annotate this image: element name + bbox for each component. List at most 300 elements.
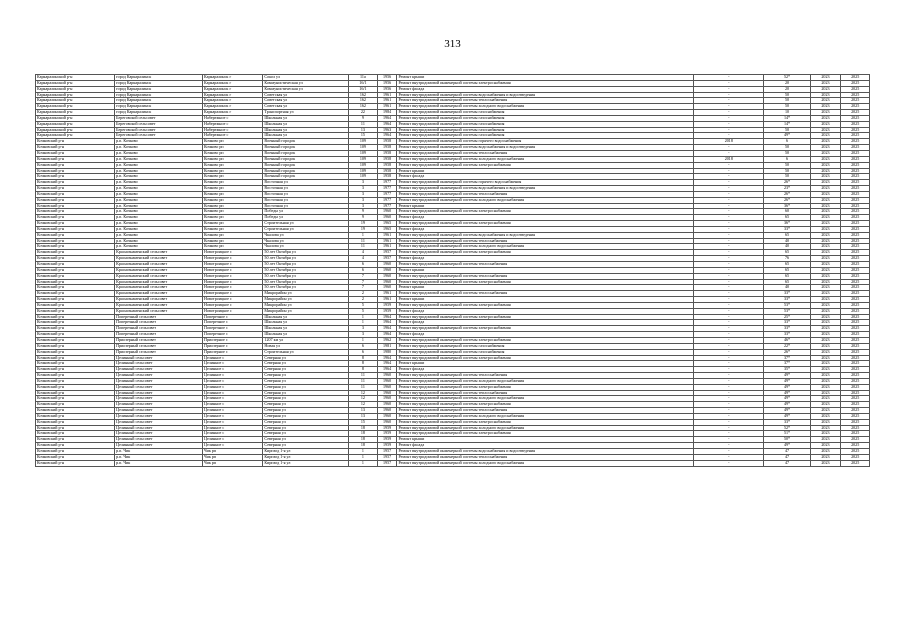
cell-completed-year: - bbox=[694, 238, 764, 244]
cell-cost: 33* bbox=[764, 320, 810, 326]
cell-house: 11 bbox=[349, 373, 378, 379]
cell-year: 1960 bbox=[377, 390, 397, 396]
cell-end-year: 2025 bbox=[841, 250, 870, 256]
cell-settlement: Целинный сельсовет bbox=[115, 367, 203, 373]
cell-locality: Новотроицкое с bbox=[203, 291, 263, 297]
table-body bbox=[36, 75, 870, 467]
cell-locality: Кочково рп bbox=[203, 232, 263, 238]
cell-house: 109 bbox=[349, 162, 378, 168]
cell-settlement: Краснознаменский сельсовет bbox=[115, 273, 203, 279]
cell-end-year: 2025 bbox=[841, 150, 870, 156]
cell-locality: Кочково рп bbox=[203, 150, 263, 156]
cell-locality: Кочково рп bbox=[203, 145, 263, 151]
cell-settlement: Целинный сельсовет bbox=[115, 384, 203, 390]
cell-district: Кочковский р-н bbox=[36, 402, 115, 408]
cell-settlement: Целинный сельсовет bbox=[115, 425, 203, 431]
cell-street: Военный городок bbox=[263, 150, 349, 156]
cell-cost: 23* bbox=[764, 186, 810, 192]
cell-locality: Кочково рп bbox=[203, 221, 263, 227]
cell-street: Военный городок bbox=[263, 156, 349, 162]
cell-end-year: 2025 bbox=[841, 256, 870, 262]
cell-start-year: 2023 bbox=[810, 215, 841, 221]
cell-street: Кирпзод 1-я ул bbox=[263, 460, 349, 466]
cell-district: Кочковский р-н bbox=[36, 449, 115, 455]
cell-year: 1964 bbox=[377, 314, 397, 320]
cell-work-type: Ремонт фасада bbox=[397, 86, 694, 92]
cell-district: Каркаралинский р-н bbox=[36, 127, 115, 133]
cell-street: Микрорайон ул bbox=[263, 302, 349, 308]
cell-start-year: 2023 bbox=[810, 367, 841, 373]
cell-street: Северная ул bbox=[263, 402, 349, 408]
cell-completed-year: - bbox=[694, 337, 764, 343]
cell-house: 15 bbox=[349, 133, 378, 139]
cell-street: Коммунистическая ул bbox=[263, 80, 349, 86]
cell-year: 1965 bbox=[377, 226, 397, 232]
cell-district: Кочковский р-н bbox=[36, 343, 115, 349]
cell-house: 18 bbox=[349, 431, 378, 437]
cell-end-year: 2025 bbox=[841, 302, 870, 308]
cell-house: 109 bbox=[349, 145, 378, 151]
cell-completed-year: - bbox=[694, 186, 764, 192]
cell-start-year: 2023 bbox=[810, 437, 841, 443]
cell-year: 1984 bbox=[377, 110, 397, 116]
cell-completed-year: - bbox=[694, 332, 764, 338]
cell-district: Кочковский р-н bbox=[36, 373, 115, 379]
cell-start-year: 2023 bbox=[810, 361, 841, 367]
cell-cost: 40 bbox=[764, 285, 810, 291]
cell-cost: 14* bbox=[764, 115, 810, 121]
cell-settlement: Целинный сельсовет bbox=[115, 378, 203, 384]
cell-completed-year: - bbox=[694, 367, 764, 373]
cell-district: Кочковский р-н bbox=[36, 419, 115, 425]
cell-year: 1960 bbox=[377, 384, 397, 390]
cell-locality: Новотроицкое с bbox=[203, 279, 263, 285]
cell-year: 1957 bbox=[377, 449, 397, 455]
cell-start-year: 2023 bbox=[810, 408, 841, 414]
cell-year: 1964 bbox=[377, 320, 397, 326]
cell-street: 50 лет Октября ул bbox=[263, 279, 349, 285]
cell-end-year: 2025 bbox=[841, 209, 870, 215]
cell-start-year: 2023 bbox=[810, 150, 841, 156]
cell-completed-year: - bbox=[694, 408, 764, 414]
cell-settlement: Краснознаменский сельсовет bbox=[115, 262, 203, 268]
cell-completed-year: - bbox=[694, 449, 764, 455]
cell-completed-year: - bbox=[694, 302, 764, 308]
cell-end-year: 2025 bbox=[841, 174, 870, 180]
cell-start-year: 2023 bbox=[810, 332, 841, 338]
cell-house: 11 bbox=[349, 384, 378, 390]
cell-house: 16/1 bbox=[349, 86, 378, 92]
cell-district: Кочковский р-н bbox=[36, 279, 115, 285]
cell-district: Кочковский р-н bbox=[36, 314, 115, 320]
cell-work-type: Ремонт внутридомовой инженерной системы холодного водоснабжения bbox=[397, 156, 694, 162]
cell-work-type: Ремонт внутридомовой инженерной системы газоснабжения bbox=[397, 121, 694, 127]
cell-district: Кочковский р-н bbox=[36, 226, 115, 232]
cell-year: 1965 bbox=[377, 221, 397, 227]
cell-work-type: Ремонт внутридомовой инженерной системы электроснабжения bbox=[397, 209, 694, 215]
cell-cost: 50 bbox=[764, 168, 810, 174]
cell-settlement: Целинный сельсовет bbox=[115, 396, 203, 402]
cell-year: 1961 bbox=[377, 238, 397, 244]
cell-end-year: 2025 bbox=[841, 133, 870, 139]
cell-year: 1958 bbox=[377, 162, 397, 168]
cell-work-type: Ремонт внутридомовой инженерной системы водоснабжения и водоотведения bbox=[397, 92, 694, 98]
cell-completed-year: - bbox=[694, 250, 764, 256]
cell-cost: 26* bbox=[764, 191, 810, 197]
cell-settlement: Целинный сельсовет bbox=[115, 413, 203, 419]
cell-house: 162 bbox=[349, 92, 378, 98]
cell-cost: 49* bbox=[764, 384, 810, 390]
cell-start-year: 2023 bbox=[810, 355, 841, 361]
cell-district: Каркаралинский р-н bbox=[36, 98, 115, 104]
cell-year: 1958 bbox=[377, 139, 397, 145]
cell-start-year: 2023 bbox=[810, 454, 841, 460]
cell-start-year: 2023 bbox=[810, 449, 841, 455]
cell-cost: 10 bbox=[764, 110, 810, 116]
cell-street: Школьная ул bbox=[263, 115, 349, 121]
cell-cost: 50 bbox=[764, 92, 810, 98]
cell-cost: 52* bbox=[764, 75, 810, 81]
cell-work-type: Ремонт внутридомовой инженерной системы теплоснабжения bbox=[397, 262, 694, 268]
cell-end-year: 2025 bbox=[841, 145, 870, 151]
cell-end-year: 2025 bbox=[841, 419, 870, 425]
cell-completed-year: - bbox=[694, 75, 764, 81]
cell-work-type: Ремонт внутридомовой инженерной системы электроснабжения bbox=[397, 402, 694, 408]
cell-year: 1960 bbox=[377, 408, 397, 414]
cell-street: Транспортная ул bbox=[263, 110, 349, 116]
cell-start-year: 2023 bbox=[810, 98, 841, 104]
cell-end-year: 2025 bbox=[841, 314, 870, 320]
cell-work-type: Ремонт внутридомовой инженерной системы газоснабжения bbox=[397, 115, 694, 121]
cell-settlement: Поперечный сельсовет bbox=[115, 332, 203, 338]
cell-work-type: Ремонт внутридомовой инженерной системы газоснабжения bbox=[397, 127, 694, 133]
cell-settlement: Поперечный сельсовет bbox=[115, 320, 203, 326]
cell-completed-year: - bbox=[694, 373, 764, 379]
cell-cost: 37* bbox=[764, 355, 810, 361]
cell-district: Кочковский р-н bbox=[36, 273, 115, 279]
cell-locality: Чик рп bbox=[203, 460, 263, 466]
cell-house: 7 bbox=[349, 273, 378, 279]
cell-completed-year: - bbox=[694, 162, 764, 168]
cell-locality: Кочково рп bbox=[203, 244, 263, 250]
cell-locality: Каркаралинск г bbox=[203, 92, 263, 98]
cell-street: 1207 км ул bbox=[263, 337, 349, 343]
cell-settlement: р.п. Кочково bbox=[115, 221, 203, 227]
cell-locality: Кочково рп bbox=[203, 168, 263, 174]
cell-district: Кочковский р-н bbox=[36, 250, 115, 256]
cell-cost: 6 bbox=[764, 139, 810, 145]
cell-street: 50 лет Октября ул bbox=[263, 273, 349, 279]
cell-street: Северная ул bbox=[263, 443, 349, 449]
cell-year: 1960 bbox=[377, 373, 397, 379]
cell-completed-year: - bbox=[694, 232, 764, 238]
cell-locality: Целинное с bbox=[203, 378, 263, 384]
cell-settlement: Поперечный сельсовет bbox=[115, 314, 203, 320]
cell-settlement: Целинный сельсовет bbox=[115, 373, 203, 379]
cell-district: Кочковский р-н bbox=[36, 378, 115, 384]
cell-house: 3 bbox=[349, 186, 378, 192]
cell-start-year: 2023 bbox=[810, 180, 841, 186]
cell-house: 18 bbox=[349, 425, 378, 431]
cell-district: Кочковский р-н bbox=[36, 384, 115, 390]
cell-work-type: Ремонт фасада bbox=[397, 367, 694, 373]
cell-street: Северная ул bbox=[263, 437, 349, 443]
cell-street: Чкалова ул bbox=[263, 244, 349, 250]
cell-house: 6 bbox=[349, 343, 378, 349]
cell-start-year: 2023 bbox=[810, 273, 841, 279]
cell-house: 3 bbox=[349, 191, 378, 197]
cell-locality: Каркаралинск г bbox=[203, 75, 263, 81]
cell-completed-year: - bbox=[694, 454, 764, 460]
cell-cost: 50 bbox=[764, 150, 810, 156]
cell-cost: 49* bbox=[764, 408, 810, 414]
cell-end-year: 2025 bbox=[841, 238, 870, 244]
cell-street: 50 лет Октября ул bbox=[263, 250, 349, 256]
cell-completed-year: - bbox=[694, 150, 764, 156]
cell-locality: Кочково рп bbox=[203, 226, 263, 232]
cell-cost: 47 bbox=[764, 449, 810, 455]
cell-street: Северная ул bbox=[263, 384, 349, 390]
cell-district: Кочковский р-н bbox=[36, 197, 115, 203]
cell-settlement: Приозерный сельсовет bbox=[115, 349, 203, 355]
cell-work-type: Ремонт внутридомовой инженерной системы электроснабжения bbox=[397, 221, 694, 227]
cell-end-year: 2025 bbox=[841, 273, 870, 279]
cell-completed-year: - bbox=[694, 285, 764, 291]
cell-house: 11 bbox=[349, 244, 378, 250]
cell-year: 1960 bbox=[377, 402, 397, 408]
cell-house: 5 bbox=[349, 302, 378, 308]
cell-completed-year: - bbox=[694, 378, 764, 384]
cell-completed-year: - bbox=[694, 86, 764, 92]
cell-street: Северная ул bbox=[263, 373, 349, 379]
cell-street: Северная ул bbox=[263, 419, 349, 425]
cell-district: Каркаралинский р-н bbox=[36, 80, 115, 86]
cell-cost: 33* bbox=[764, 226, 810, 232]
cell-district: Кочковский р-н bbox=[36, 256, 115, 262]
cell-work-type: Ремонт внутридомовой инженерной системы теплоснабжения bbox=[397, 238, 694, 244]
cell-completed-year: - bbox=[694, 80, 764, 86]
cell-end-year: 2025 bbox=[841, 297, 870, 303]
cell-end-year: 2025 bbox=[841, 396, 870, 402]
cell-work-type: Ремонт внутридомовой инженерной системы электроснабжения bbox=[397, 419, 694, 425]
table-row bbox=[36, 460, 870, 466]
cell-end-year: 2025 bbox=[841, 92, 870, 98]
cell-year: 1960 bbox=[377, 279, 397, 285]
cell-start-year: 2023 bbox=[810, 238, 841, 244]
cell-work-type: Ремонт внутридомовой инженерной системы электроснабжения bbox=[397, 162, 694, 168]
cell-work-type: Ремонт внутридомовой инженерной системы водоснабжения и водоотведения bbox=[397, 449, 694, 455]
cell-locality: Каркаралинск г bbox=[203, 104, 263, 110]
cell-cost: 65 bbox=[764, 250, 810, 256]
cell-locality: Кочково рп bbox=[203, 156, 263, 162]
cell-settlement: Целинный сельсовет bbox=[115, 431, 203, 437]
cell-street: Чкалова ул bbox=[263, 238, 349, 244]
cell-district: Кочковский р-н bbox=[36, 209, 115, 215]
cell-completed-year: - bbox=[694, 437, 764, 443]
cell-start-year: 2023 bbox=[810, 250, 841, 256]
cell-work-type: Ремонт фасада bbox=[397, 256, 694, 262]
cell-year: 1959 bbox=[377, 443, 397, 449]
cell-district: Кочковский р-н bbox=[36, 232, 115, 238]
cell-district: Кочковский р-н bbox=[36, 408, 115, 414]
cell-cost: 6 bbox=[764, 156, 810, 162]
cell-street: Северная ул bbox=[263, 413, 349, 419]
cell-cost: 53* bbox=[764, 308, 810, 314]
cell-completed-year: - bbox=[694, 133, 764, 139]
cell-start-year: 2023 bbox=[810, 110, 841, 116]
cell-completed-year: - bbox=[694, 262, 764, 268]
cell-start-year: 2023 bbox=[810, 396, 841, 402]
cell-settlement: Целинный сельсовет bbox=[115, 443, 203, 449]
cell-locality: Каркаралинск г bbox=[203, 80, 263, 86]
cell-start-year: 2023 bbox=[810, 139, 841, 145]
cell-house: 7 bbox=[349, 279, 378, 285]
cell-district: Кочковский р-н bbox=[36, 454, 115, 460]
cell-house: 8 bbox=[349, 361, 378, 367]
cell-settlement: Целинный сельсовет bbox=[115, 437, 203, 443]
cell-settlement: Береговской сельсовет bbox=[115, 127, 203, 133]
cell-end-year: 2025 bbox=[841, 86, 870, 92]
cell-work-type: Ремонт внутридомовой инженерной системы электроснабжения bbox=[397, 355, 694, 361]
cell-district: Кочковский р-н bbox=[36, 425, 115, 431]
cell-district: Кочковский р-н bbox=[36, 337, 115, 343]
cell-street: Школьная ул bbox=[263, 326, 349, 332]
cell-start-year: 2023 bbox=[810, 297, 841, 303]
cell-house: 11 bbox=[349, 378, 378, 384]
cell-street: Школьная ул bbox=[263, 314, 349, 320]
cell-house: 3 bbox=[349, 332, 378, 338]
cell-end-year: 2025 bbox=[841, 127, 870, 133]
cell-start-year: 2023 bbox=[810, 221, 841, 227]
cell-year: 1960 bbox=[377, 273, 397, 279]
cell-district: Кочковский р-н bbox=[36, 308, 115, 314]
cell-start-year: 2023 bbox=[810, 156, 841, 162]
cell-cost: 49* bbox=[764, 413, 810, 419]
cell-start-year: 2023 bbox=[810, 431, 841, 437]
cell-completed-year: - bbox=[694, 349, 764, 355]
cell-street: Восточная ул bbox=[263, 191, 349, 197]
cell-district: Кочковский р-н bbox=[36, 361, 115, 367]
cell-year: 1957 bbox=[377, 256, 397, 262]
cell-completed-year: - bbox=[694, 443, 764, 449]
cell-completed-year: - bbox=[694, 174, 764, 180]
cell-start-year: 2023 bbox=[810, 92, 841, 98]
cell-cost: 49* bbox=[764, 390, 810, 396]
cell-work-type: Ремонт внутридомовой инженерной системы электроснабжения bbox=[397, 279, 694, 285]
cell-locality: Чик рп bbox=[203, 454, 263, 460]
cell-cost: 65 bbox=[764, 273, 810, 279]
cell-year: 1959 bbox=[377, 425, 397, 431]
cell-settlement: р.п. Кочково bbox=[115, 145, 203, 151]
cell-house: 8 bbox=[349, 355, 378, 361]
cell-completed-year: - bbox=[694, 121, 764, 127]
cell-settlement: р.п. Кочково bbox=[115, 168, 203, 174]
cell-work-type: Ремонт фасада bbox=[397, 320, 694, 326]
cell-start-year: 2023 bbox=[810, 244, 841, 250]
cell-start-year: 2023 bbox=[810, 133, 841, 139]
cell-end-year: 2025 bbox=[841, 454, 870, 460]
cell-completed-year: - bbox=[694, 291, 764, 297]
cell-year: 1963 bbox=[377, 127, 397, 133]
cell-work-type: Ремонт внутридомовой инженерной системы электроснабжения bbox=[397, 337, 694, 343]
cell-district: Кочковский р-н bbox=[36, 437, 115, 443]
cell-end-year: 2025 bbox=[841, 413, 870, 419]
cell-house: 109 bbox=[349, 139, 378, 145]
cell-cost: 50 bbox=[764, 174, 810, 180]
cell-end-year: 2025 bbox=[841, 226, 870, 232]
cell-house: 11 bbox=[349, 121, 378, 127]
cell-cost: 33* bbox=[764, 326, 810, 332]
cell-year: 1960 bbox=[377, 267, 397, 273]
cell-work-type: Ремонт внутридомовой инженерной системы горячего водоснабжения bbox=[397, 180, 694, 186]
cell-house: 1 bbox=[349, 337, 378, 343]
cell-completed-year: - bbox=[694, 256, 764, 262]
cell-district: Кочковский р-н bbox=[36, 221, 115, 227]
cell-cost: 60 bbox=[764, 209, 810, 215]
cell-year: 1964 bbox=[377, 361, 397, 367]
cell-year: 1961 bbox=[377, 297, 397, 303]
cell-year: 1964 bbox=[377, 355, 397, 361]
cell-district: Кочковский р-н bbox=[36, 156, 115, 162]
cell-year: 1962 bbox=[377, 337, 397, 343]
cell-settlement: Краснознаменский сельсовет bbox=[115, 291, 203, 297]
cell-house: 6 bbox=[349, 267, 378, 273]
cell-end-year: 2025 bbox=[841, 332, 870, 338]
cell-locality: Целинное с bbox=[203, 361, 263, 367]
cell-cost: 25* bbox=[764, 314, 810, 320]
cell-cost: 26* bbox=[764, 349, 810, 355]
cell-work-type: Ремонт крыши bbox=[397, 267, 694, 273]
cell-cost: 26* bbox=[764, 197, 810, 203]
cell-start-year: 2023 bbox=[810, 308, 841, 314]
cell-locality: Целинное с bbox=[203, 355, 263, 361]
cell-district: Каркаралинский р-н bbox=[36, 104, 115, 110]
cell-start-year: 2023 bbox=[810, 343, 841, 349]
cell-district: Кочковский р-н bbox=[36, 320, 115, 326]
cell-settlement: Целинный сельсовет bbox=[115, 355, 203, 361]
cell-work-type: Ремонт внутридомовой инженерной системы газоснабжения bbox=[397, 343, 694, 349]
cell-work-type: Ремонт внутридомовой инженерной системы теплоснабжения bbox=[397, 291, 694, 297]
cell-end-year: 2025 bbox=[841, 449, 870, 455]
cell-settlement: р.п. Кочково bbox=[115, 186, 203, 192]
cell-start-year: 2023 bbox=[810, 267, 841, 273]
cell-street: Микрорайон ул bbox=[263, 297, 349, 303]
cell-work-type: Ремонт внутридомовой инженерной системы газоснабжения bbox=[397, 349, 694, 355]
cell-completed-year: - bbox=[694, 226, 764, 232]
cell-work-type: Ремонт фасада bbox=[397, 174, 694, 180]
cell-street: Советская ул bbox=[263, 98, 349, 104]
cell-house: 19 bbox=[349, 221, 378, 227]
cell-cost: 50 bbox=[764, 104, 810, 110]
cell-street: Школьная ул bbox=[263, 127, 349, 133]
cell-district: Каркаралинский р-н bbox=[36, 115, 115, 121]
cell-settlement: Приозерный сельсовет bbox=[115, 337, 203, 343]
cell-work-type: Ремонт внутридомовой инженерной системы теплоснабжения bbox=[397, 454, 694, 460]
cell-street: Новая ул bbox=[263, 343, 349, 349]
cell-cost: 65 bbox=[764, 215, 810, 221]
cell-locality: Приозерное с bbox=[203, 337, 263, 343]
cell-work-type: Ремонт внутридомовой инженерной системы холодного водоснабжения bbox=[397, 104, 694, 110]
cell-start-year: 2023 bbox=[810, 285, 841, 291]
cell-house: 12 bbox=[349, 402, 378, 408]
cell-cost: 37* bbox=[764, 361, 810, 367]
cell-settlement: р.п. Кочково bbox=[115, 209, 203, 215]
cell-work-type: Ремонт внутридомовой инженерной системы электроснабжения bbox=[397, 431, 694, 437]
cell-locality: Целинное с bbox=[203, 367, 263, 373]
cell-cost: 36* bbox=[764, 221, 810, 227]
cell-work-type: Ремонт внутридомовой инженерной системы электроснабжения bbox=[397, 314, 694, 320]
cell-district: Кочковский р-н bbox=[36, 332, 115, 338]
